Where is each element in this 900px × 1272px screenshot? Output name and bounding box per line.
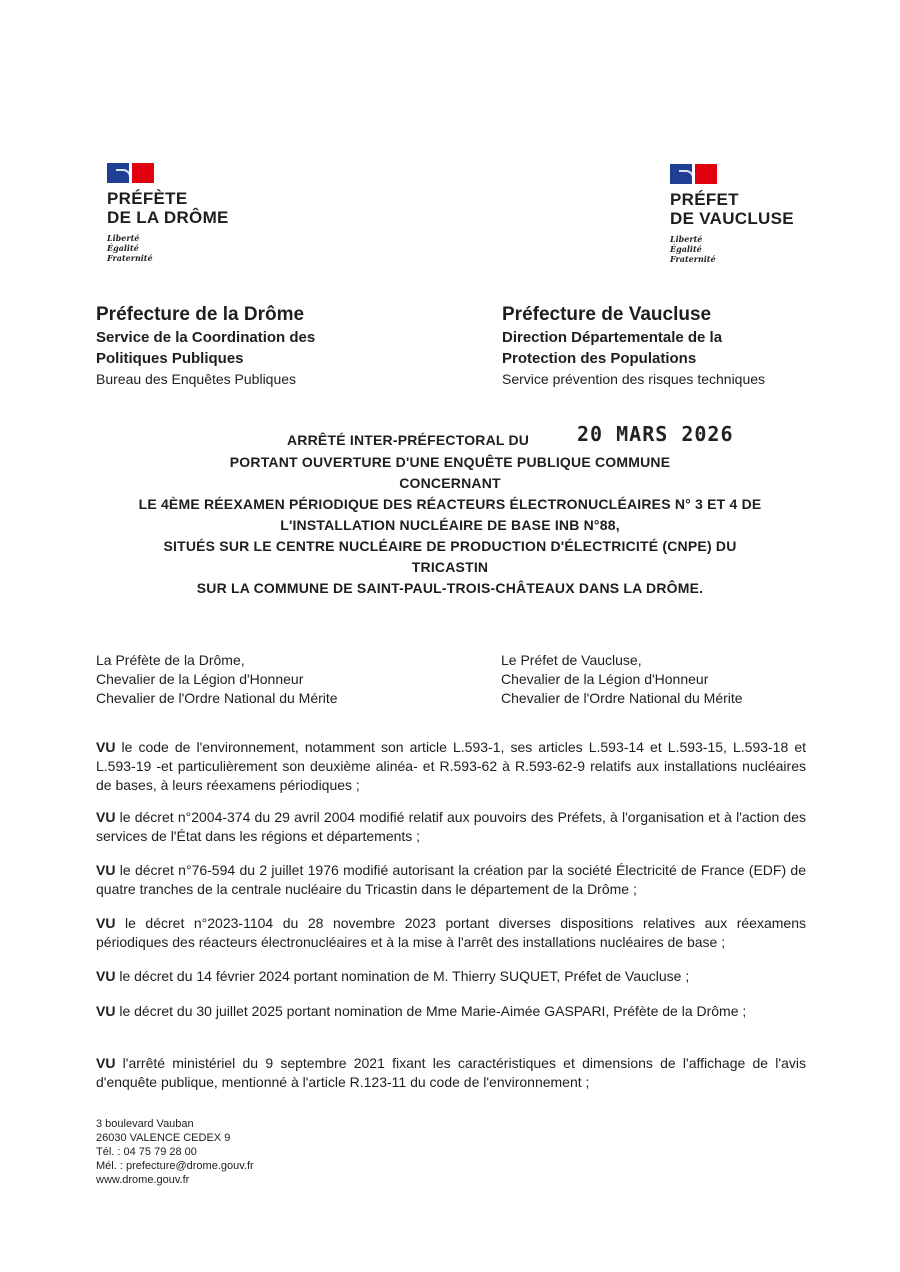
republic-motto: Liberté Égalité Fraternité (670, 234, 716, 264)
signatory-line: Chevalier de l'Ordre National du Mérite (501, 690, 743, 706)
service-name-line2: Politiques Publiques (96, 350, 244, 367)
logo-left-line1: PRÉFÈTE (107, 189, 188, 208)
consideration-item: VU le décret du 30 juillet 2025 portant nomination de Mme Marie-Aimée GASPARI, Préfète de la Drôme ; (96, 1003, 747, 1019)
title-line: SUR LA COMMUNE DE SAINT-PAUL-TROIS-CHÂTEAUX DANS LA DRÔME. (196, 580, 704, 596)
title-line: CONCERNANT (399, 475, 501, 491)
vu-keyword: VU (96, 1003, 116, 1019)
service-name-line2: Protection des Populations (502, 350, 697, 367)
footer-email[interactable]: Mél. : prefecture@drome.gouv.fr (96, 1160, 254, 1172)
consideration-item: VU le décret n°2023-1104 du 28 novembre 2023 portant diverses dispositions relatives aux réexamens périodiques des réacteurs électronucléaires et à la mise à l'arrêt des installations nucléaires de base ; (96, 915, 806, 950)
bureau-name: Service prévention des risques techniques (502, 371, 766, 387)
logo-right-line1: PRÉFET (670, 190, 739, 209)
title-line: PORTANT OUVERTURE D'UNE ENQUÊTE PUBLIQUE COMMUNE (229, 454, 671, 470)
signatory-line: Chevalier de la Légion d'Honneur (96, 671, 304, 687)
vu-keyword: VU (96, 809, 116, 825)
footer-contact (96, 1117, 254, 1187)
marianne-flag-icon (670, 164, 717, 184)
signatory-line: Chevalier de l'Ordre National du Mérite (96, 690, 338, 706)
logo-right-line2: DE VAUCLUSE (670, 209, 794, 228)
vu-keyword: VU (96, 968, 116, 984)
consideration-item: VU le décret n°2004-374 du 29 avril 2004 modifié relatif aux pouvoirs des Préfets, à l'organisation et à l'action des services de l'État dans les régions et départements ; (96, 809, 806, 844)
title-line: L'INSTALLATION NUCLÉAIRE DE BASE INB N°88, (280, 517, 620, 533)
decree-title-lead-line (60, 424, 840, 452)
title-line: LE 4ÈME RÉEXAMEN PÉRIODIQUE DES RÉACTEURS ÉLECTRONUCLÉAIRES N° 3 ET 4 DE (138, 496, 762, 512)
date-stamp: 20 MARS 2026 (577, 422, 734, 446)
consideration-item: VU le décret du 14 février 2024 portant nomination de M. Thierry SUQUET, Préfet de Vaucluse ; (96, 968, 690, 984)
signatory-line: Chevalier de la Légion d'Honneur (501, 671, 709, 687)
signatory-line: Le Préfet de Vaucluse, (501, 652, 642, 668)
title-line: SITUÉS SUR LE CENTRE NUCLÉAIRE DE PRODUCTION D'ÉLECTRICITÉ (CNPE) DU (163, 538, 737, 554)
signatory-vaucluse (501, 651, 743, 708)
marianne-flag-icon (107, 163, 154, 183)
consideration-item: VU l'arrêté ministériel du 9 septembre 2021 fixant les caractéristiques et dimensions de l'affichage de l'avis d'enquête publique, mentionné à l'article R.123-11 du code de l'environnement ; (96, 1055, 806, 1090)
service-name-line1: Direction Départementale de la (502, 329, 723, 346)
footer-address: 3 boulevard Vauban (96, 1118, 194, 1130)
service-name-line1: Service de la Coordination des (96, 329, 316, 346)
logo-prefete-drome (107, 163, 229, 263)
prefecture-name: Préfecture de la Drôme (96, 304, 305, 325)
vu-keyword: VU (96, 862, 116, 878)
logo-prefet-vaucluse (670, 164, 794, 264)
logo-left-line2: DE LA DRÔME (107, 208, 229, 227)
footer-website[interactable]: www.drome.gouv.fr (96, 1174, 190, 1186)
title-line: TRICASTIN (411, 559, 489, 575)
footer-city: 26030 VALENCE CEDEX 9 (96, 1132, 231, 1144)
signatory-drome (96, 651, 338, 708)
prefecture-name: Préfecture de Vaucluse (502, 304, 712, 325)
republic-motto: Liberté Égalité Fraternité (107, 233, 153, 263)
consideration-item: VU le décret n°76-594 du 2 juillet 1976 modifié autorisant la création par la société Électricité de France (EDF) de quatre tranches de la centrale nucléaire du Tricastin dans le département de la Drôme ; (96, 862, 806, 897)
service-header-drome (96, 303, 315, 389)
footer-phone: Tél. : 04 75 79 28 00 (96, 1146, 197, 1158)
signatory-line: La Préfète de la Drôme, (96, 652, 245, 668)
service-header-vaucluse (502, 303, 765, 389)
vu-keyword: VU (96, 1055, 116, 1071)
decree-title-lead: ARRÊTÉ INTER-PRÉFECTORAL DU (287, 432, 530, 448)
consideration-item: VU le code de l'environnement, notamment son article L.593-1, ses articles L.593-14 et L.593-15, L.593-18 et L.593-19 -et particulièrement son deuxième alinéa- et R.593-62 à R.593-62-9 relatifs aux installations nucléaires de bases, à leurs réexamens périodiques ; (96, 739, 806, 793)
vu-keyword: VU (96, 739, 116, 755)
vu-keyword: VU (96, 915, 116, 931)
bureau-name: Bureau des Enquêtes Publiques (96, 371, 297, 387)
decree-title (60, 424, 840, 599)
